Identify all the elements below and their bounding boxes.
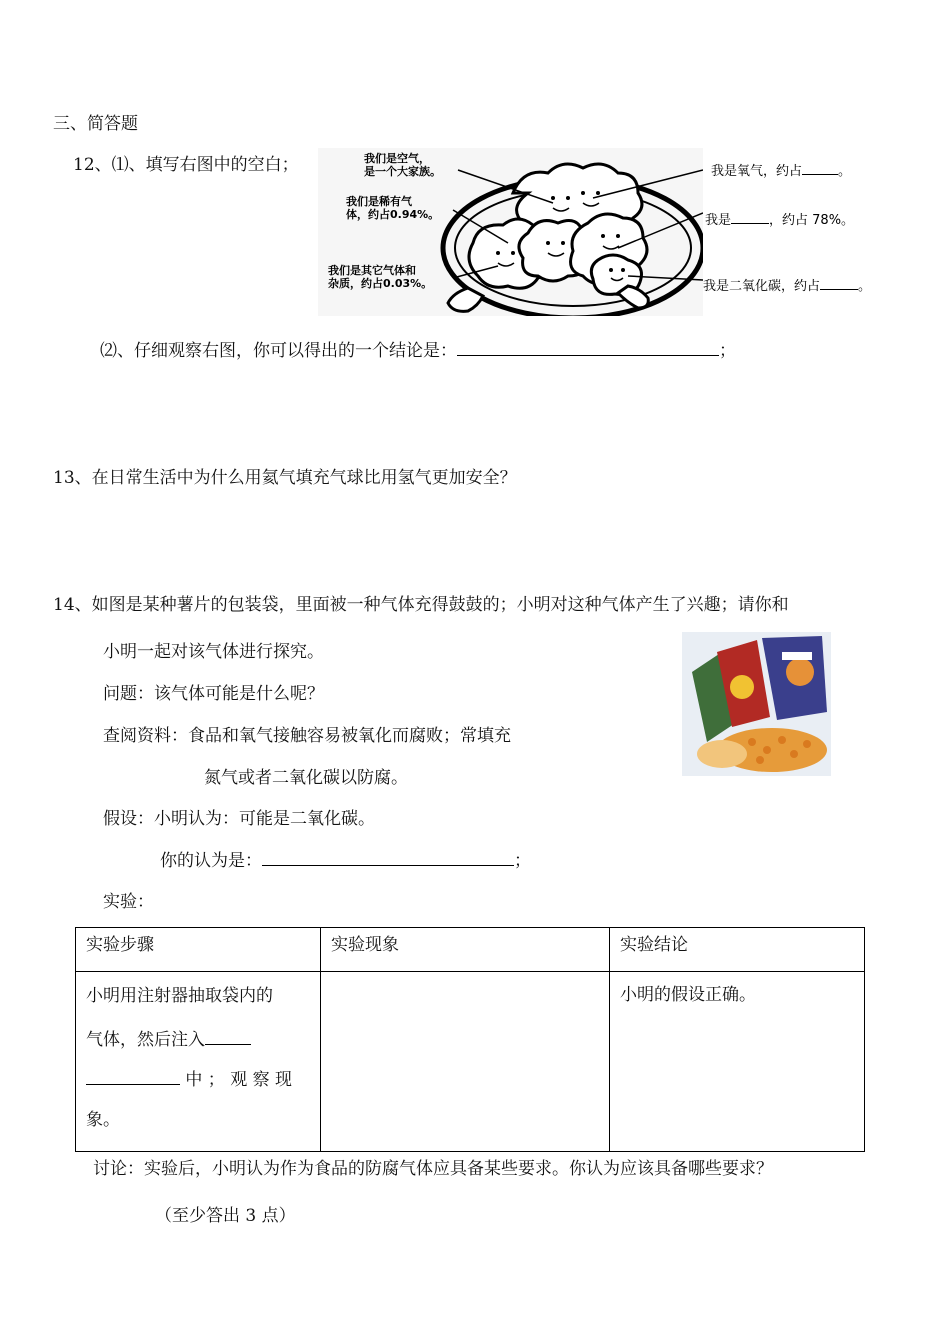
q14-your-view (160, 849, 531, 872)
chips-bag-photo (682, 632, 831, 776)
your-view-label: 你的认为是： (160, 851, 262, 871)
steps-line3-text: 中 ； 观 察 现 (185, 1070, 293, 1090)
steps-line3 (86, 1062, 310, 1098)
label-nitrogen (705, 207, 854, 228)
conclusion-blank[interactable] (457, 339, 719, 356)
experiment-table (75, 927, 865, 1152)
steps-line2 (86, 1018, 310, 1062)
q12-part2-end: ； (719, 341, 736, 361)
label-co2-end: 。 (858, 279, 872, 294)
q12-part2-text: ⑵、仔细观察右图，你可以得出的一个结论是： (100, 341, 457, 361)
q14-line1: 14、如图是某种薯片的包装袋，里面被一种气体充得鼓鼓的；小明对这种气体产生了兴趣；请你和 (53, 595, 789, 615)
label-other-gas: 我们是其它气体和 杂质，约占0.03%。 (328, 264, 433, 290)
q13: 13、在日常生活中为什么用氦气填充气球比用氢气更加安全？ (53, 468, 517, 488)
q14-hypothesis: 假设：小明认为：可能是二氧化碳。 (103, 809, 375, 829)
label-nitrogen-text: 我是 (705, 213, 732, 228)
steps-line2-text: 气体，然后注入 (86, 1030, 205, 1050)
nitrogen-name-blank[interactable] (731, 207, 769, 224)
q14-note: （至少答出 3 点） (155, 1206, 296, 1226)
your-view-end: ； (514, 851, 531, 871)
q14-experiment-label: 实验： (103, 892, 154, 912)
steps-line4: 象。 (86, 1110, 120, 1130)
header-phenomenon: 实验现象 (321, 928, 610, 972)
q14-reference-2: 氮气或者二氧化碳以防腐。 (204, 768, 408, 788)
cell-steps (76, 972, 321, 1152)
co2-percent-blank[interactable] (820, 273, 858, 290)
inject-into-blank-1[interactable] (205, 1028, 251, 1045)
label-co2 (703, 273, 871, 294)
q14-discussion: 讨论：实验后，小明认为作为食品的防腐气体应具备某些要求。你认为应该具备哪些要求？ (93, 1159, 773, 1179)
steps-line1: 小明用注射器抽取袋内的 (86, 986, 273, 1006)
label-oxygen (711, 158, 851, 179)
label-nitrogen-end: ，约占 78%。 (769, 213, 855, 228)
air-composition-figure (318, 148, 703, 316)
q14-reference-1: 查阅资料：食品和氧气接触容易被氧化而腐败；常填充 (103, 726, 511, 746)
q14-line2: 小明一起对该气体进行探究。 (103, 642, 324, 662)
label-noble-gas: 我们是稀有气 体，约占0.94%。 (346, 195, 440, 221)
section-title: 三、简答题 (53, 114, 138, 134)
cell-conclusion: 小明的假设正确。 (610, 972, 865, 1152)
oxygen-percent-blank[interactable] (802, 158, 838, 175)
q12-part2 (100, 339, 736, 362)
q14-question: 问题：该气体可能是什么呢？ (103, 684, 324, 704)
label-oxygen-end: 。 (838, 164, 852, 179)
header-conclusion: 实验结论 (610, 928, 865, 972)
header-steps: 实验步骤 (76, 928, 321, 972)
cell-phenomenon[interactable] (321, 972, 610, 1152)
label-oxygen-text: 我是氧气，约占 (711, 164, 803, 179)
label-air-family: 我们是空气， 是一个大家族。 (364, 152, 441, 178)
your-view-blank[interactable] (262, 849, 514, 866)
inject-into-blank-2[interactable] (86, 1068, 180, 1085)
label-co2-text: 我是二氧化碳，约占 (703, 279, 821, 294)
q12-part1: 12、⑴、填写右图中的空白； (73, 155, 299, 175)
